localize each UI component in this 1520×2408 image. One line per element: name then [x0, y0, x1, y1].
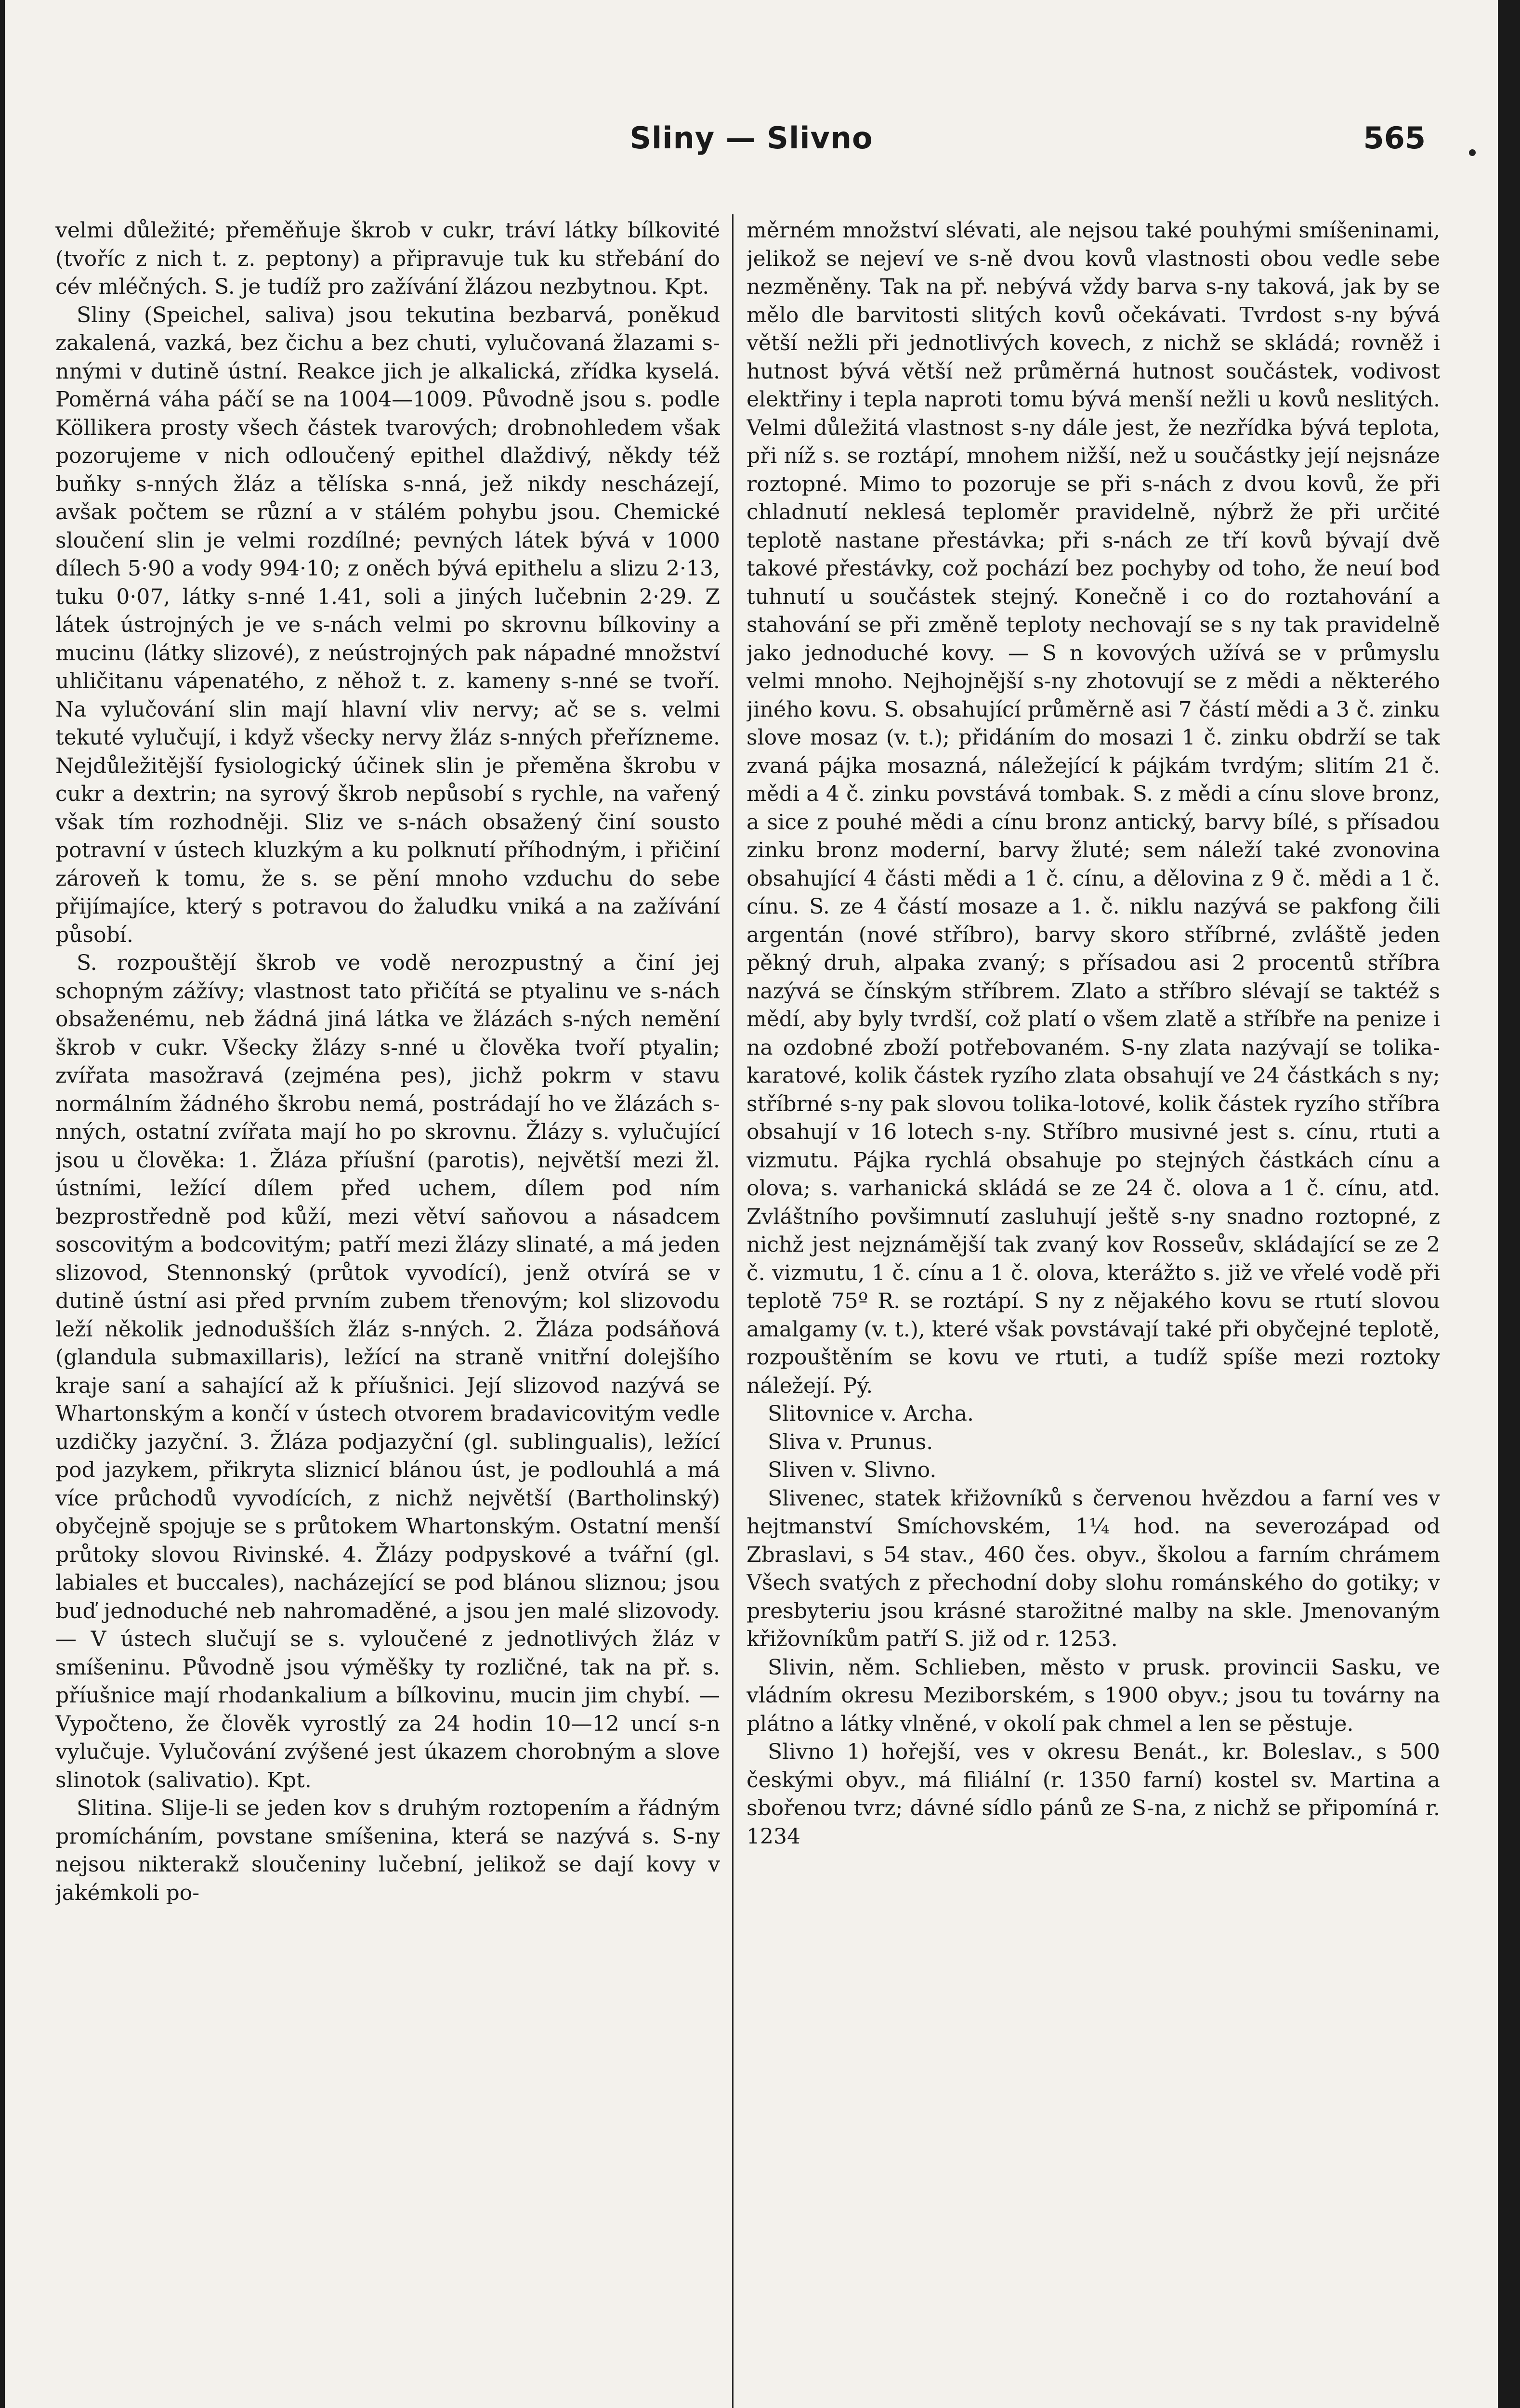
paragraph: Slivno 1) hořejší, ves v okresu Benát., kr. Boleslav., s 500 českými obyv., má filiální (r. 1350 farní) kostel sv. Martina a sbořenou tvrz; dávné sídlo pánů ze S-na, z nichž se připomíná r. 1234: [747, 1740, 1440, 1849]
ink-spot: [1469, 149, 1476, 156]
page-header: [5, 120, 1498, 173]
page-number: 565: [1363, 120, 1426, 156]
paragraph: velmi důležité; přeměňuje škrob v cukr, tráví látky bílkovité (tvoříc z nich t. z. peptony) a připravuje tuk ku střebání do cév mléčných. S. je tudíž pro zažívání žlázou nezbytnou. Kpt.: [55, 218, 720, 299]
left-column: [55, 217, 720, 2408]
running-title: Sliny — Slivno: [629, 120, 873, 156]
book-page: [5, 0, 1498, 2408]
right-column: [747, 217, 1440, 2408]
paragraph: S. rozpouštějí škrob ve vodě nerozpustný a činí jej schopným zážívy; vlastnost tato přičítá se ptyalinu ve s-nách obsaženému, neb žádná jiná látka ve žlázách s-ných nemění škrob v cukr. Všecky žlázy s-nné u člověka tvoří ptyalin; zvířata masožravá (zejména pes), jichž pokrm v stavu normálním žádného škrobu nemá, postrádají ho ve žlázách s-nných, ostatní zvířata mají ho po skrovnu. Žlázy s. vylučující jsou u člověka: 1. Žláza příušní (parotis), největší mezi žl. ústními, ležící dílem před uchem, dílem pod ním bezprostředně pod kůží, mezi větví saňovou a násadcem soscovitým a bodcovitým; patří mezi žlázy slinaté, a má jeden slizovod, Stennonský (průtok vyvodící), jenž otvírá se v dutině ústní asi před prvním zubem třenovým; kol slizovodu leží několik jednodušších žláz s-nných. 2. Žláza podsáňová (glandula submaxillaris), ležící na straně vnitřní dolejšího kraje saní a sahající až k příušnici. Její slizovod nazývá se Whartonským a končí v ústech otvorem bradavicovitým vedle uzdičky jazyční. 3. Žláza podjazyční (gl. sublingualis), ležící pod jazykem, přikryta sliznicí blánou úst, je podlouhlá a má více průchodů vyvodících, z nichž největší (Bartholinský) obyčejně spojuje se s průtokem Whartonským. Ostatní menší průtoky slovou Rivinské. 4. Žlázy podpyskové a tvářní (gl. labiales et buccales), nacházející se pod blánou sliznou; jsou buď jednoduché neb nahromaděné, a jsou jen malé slizovody. — V ústech slučují se s. vyloučené z jednotlivých žláz v smíšeninu. Původně jsou výměšky ty rozličné, tak na př. s. příušnice mají rhodankalium a bílkovinu, mucin jim chybí. — Vypočteno, že člověk vyrostlý za 24 hodin 10—12 uncí s-n vylučuje. Vylučování zvýšené jest úkazem chorobným a slove slinotok (salivatio). Kpt.: [55, 951, 720, 1793]
paragraph: Slivenec, statek křižovníků s červenou hvězdou a farní ves v hejtmanství Smíchovském, 1¼ hod. na severozápad od Zbraslavi, s 54 stav., 460 čes. obyv., školou a farním chrámem Všech svatých z přechodní doby slohu románského do gotiky; v presbyteriu jsou krásné starožitné malby na skle. Jmenovaným křižovníkům patří S. již od r. 1253.: [747, 1486, 1440, 1651]
paragraph: Slitovnice v. Archa.: [768, 1401, 974, 1426]
paragraph: Sliny (Speichel, saliva) jsou tekutina bezbarvá, poněkud zakalená, vazká, bez čichu a bez chuti, vylučovaná žlazami s-nnými v dutině ústní. Reakce jich je alkalická, zřídka kyselá. Poměrná váha páčí se na 1004—1009. Původně jsou s. podle Köllikera prosty všech částek tvarových; drobnohledem však pozorujeme v nich odloučený epithel dlaždivý, někdy též buňky s-nných žláz a tělíska s-nná, jež nikdy nescházejí, avšak počtem se různí a v stálém pohybu jsou. Chemické sloučení slin je velmi rozdílné; pevných látek bývá v 1000 dílech 5·90 a vody 994·10; z oněch bývá epithelu a slizu 2·13, tuku 0·07, látky s-nné 1.41, soli a jiných lučebnin 2·29. Z látek ústrojných je ve s-nách velmi po skrovnu bílkoviny a mucinu (látky slizové), z neústrojných pak nápadné množství uhličitanu vápenatého, z něhož t. z. kameny s-nné se tvoří. Na vylučování slin mají hlavní vliv nervy; ač se s. velmi tekuté vylučují, i když všecky nervy žláz s-nných přeřízneme. Nejdůležitější fysiologický účinek slin je přeměna škrobu v cukr a dextrin; na syrový škrob nepůsobí s rychle, na vařený však tím rozhodněji. Sliz ve s-nách obsažený činí sousto potravní v ústech kluzkým a ku polknutí příhodným, i přičiní zároveň k tomu, že s. se pění mnoho vzduchu do sebe přijímajíce, který s potravou do žaludku vniká a na zažívání působí.: [55, 302, 720, 947]
paragraph: Sliven v. Slivno.: [768, 1458, 937, 1482]
paragraph: Slivin, něm. Schlieben, město v prusk. provincii Sasku, ve vládním okresu Meziborském, s 1900 obyv.; jsou tu továrny na plátno a látky vlněné, v okolí pak chmel a len se pěstuje.: [747, 1655, 1440, 1736]
paragraph: Slitina. Slije-li se jeden kov s druhým roztopením a řádným promícháním, povstane smíšenina, která se nazývá s. S-ny nejsou nikterakž sloučeniny lučební, jelikož se dají kovy v jakémkoli po-: [55, 1796, 720, 1905]
paragraph: Sliva v. Prunus.: [768, 1429, 933, 1454]
column-divider: [732, 214, 734, 2408]
paragraph: měrném množství slévati, ale nejsou také pouhými smíšeninami, jelikož se nejeví ve s-ně dvou kovů vlastnosti obou vedle sebe nezměněny. Tak na př. nebývá vždy barva s-ny taková, jak by se mělo dle barvitosti slitých kovů očekávati. Tvrdost s-ny bývá větší nežli při jednotlivých kovech, z nichž se skládá; rovněž i hutnost bývá větší než průměrná hutnost součástek, vodivost elektřiny i tepla naproti tomu bývá menší nežli u kovů neslitých. Velmi důležitá vlastnost s-ny dále jest, že nezřídka bývá teplota, při níž s. se roztápí, mnohem nižší, než u součástky její nejsnáze roztopné. Mimo to pozoruje se při s-nách z dvou kovů, že při chladnutí neklesá teploměr pravidelně, nýbrž že při určité teplotě nastane přestávka; při s-nách ze tří kovů bývají dvě takové přestávky, což pochází bez pochyby od toho, že neuí bod tuhnutí u součástek stejný. Konečně i co do roztahování a stahování se při změně teploty nechovají se s ny tak pravidelně jako jednoduché kovy. — S n kovových užívá se v průmyslu velmi mnoho. Nejhojnější s-ny zhotovují se z mědi a některého jiného kovu. S. obsahující průměrně asi 7 částí mědi a 3 č. zinku slove mosaz (v. t.); přidáním do mosazi 1 č. zinku obdrží se tak zvaná pájka mosazná, náležející k pájkám tvrdým; slitím 21 č. mědi a 4 č. zinku povstává tombak. S. z mědi a cínu slove bronz, a sice z pouhé mědi a cínu bronz antický, barvy bílé, s přísadou zinku bronz moderní, barvy žluté; sem náleží také zvonovina obsahující 4 části mědi a 1 č. cínu, a dělovina z 9 č. mědi a 1 č. cínu. S. ze 4 částí mosaze a 1. č. niklu nazývá se pakfong čili argentán (nové stříbro), barvy skoro stříbrné, zvláště jeden pěkný druh, alpaka zvaný; s přísadou asi 2 procentů stříbra nazývá se čínským stříbrem. Zlato a stříbro slévají se taktéž s mědí, aby byly tvrdší, což platí o všem zlatě a stříbře na penize i na ozdobné zboží potřebovaném. S-ny zlata nazývají se tolika-karatové, kolik částek ryzího zlata obsahují ve 24 částkách s ny; stříbrné s-ny pak slovou tolika-lotové, kolik částek ryzího stříbra obsahují v 16 lotech s-ny. Stříbro musivné jest s. cínu, rtuti a vizmutu. Pájka rychlá obsahuje po stejných částkách cínu a olova; s. varhanická skládá se ze 24 č. olova a 1 č. cínu, atd. Zvláštního povšimnutí zasluhují ještě s-ny snadno roztopné, z nichž jest nejznámější tak zvaný kov Rosseův, skládající se ze 2 č. vizmutu, 1 č. cínu a 1 č. olova, kterážto s. již ve vřelé vodě při teplotě 75º R. se roztápí. S ny z nějakého kovu se rtutí slovou amalgamy (v. t.), které však povstávají také při obyčejné teplotě, rozpouštěním se kovu ve rtuti, a tudíž spíše mezi roztoky náležejí. Pý.: [747, 218, 1440, 1398]
